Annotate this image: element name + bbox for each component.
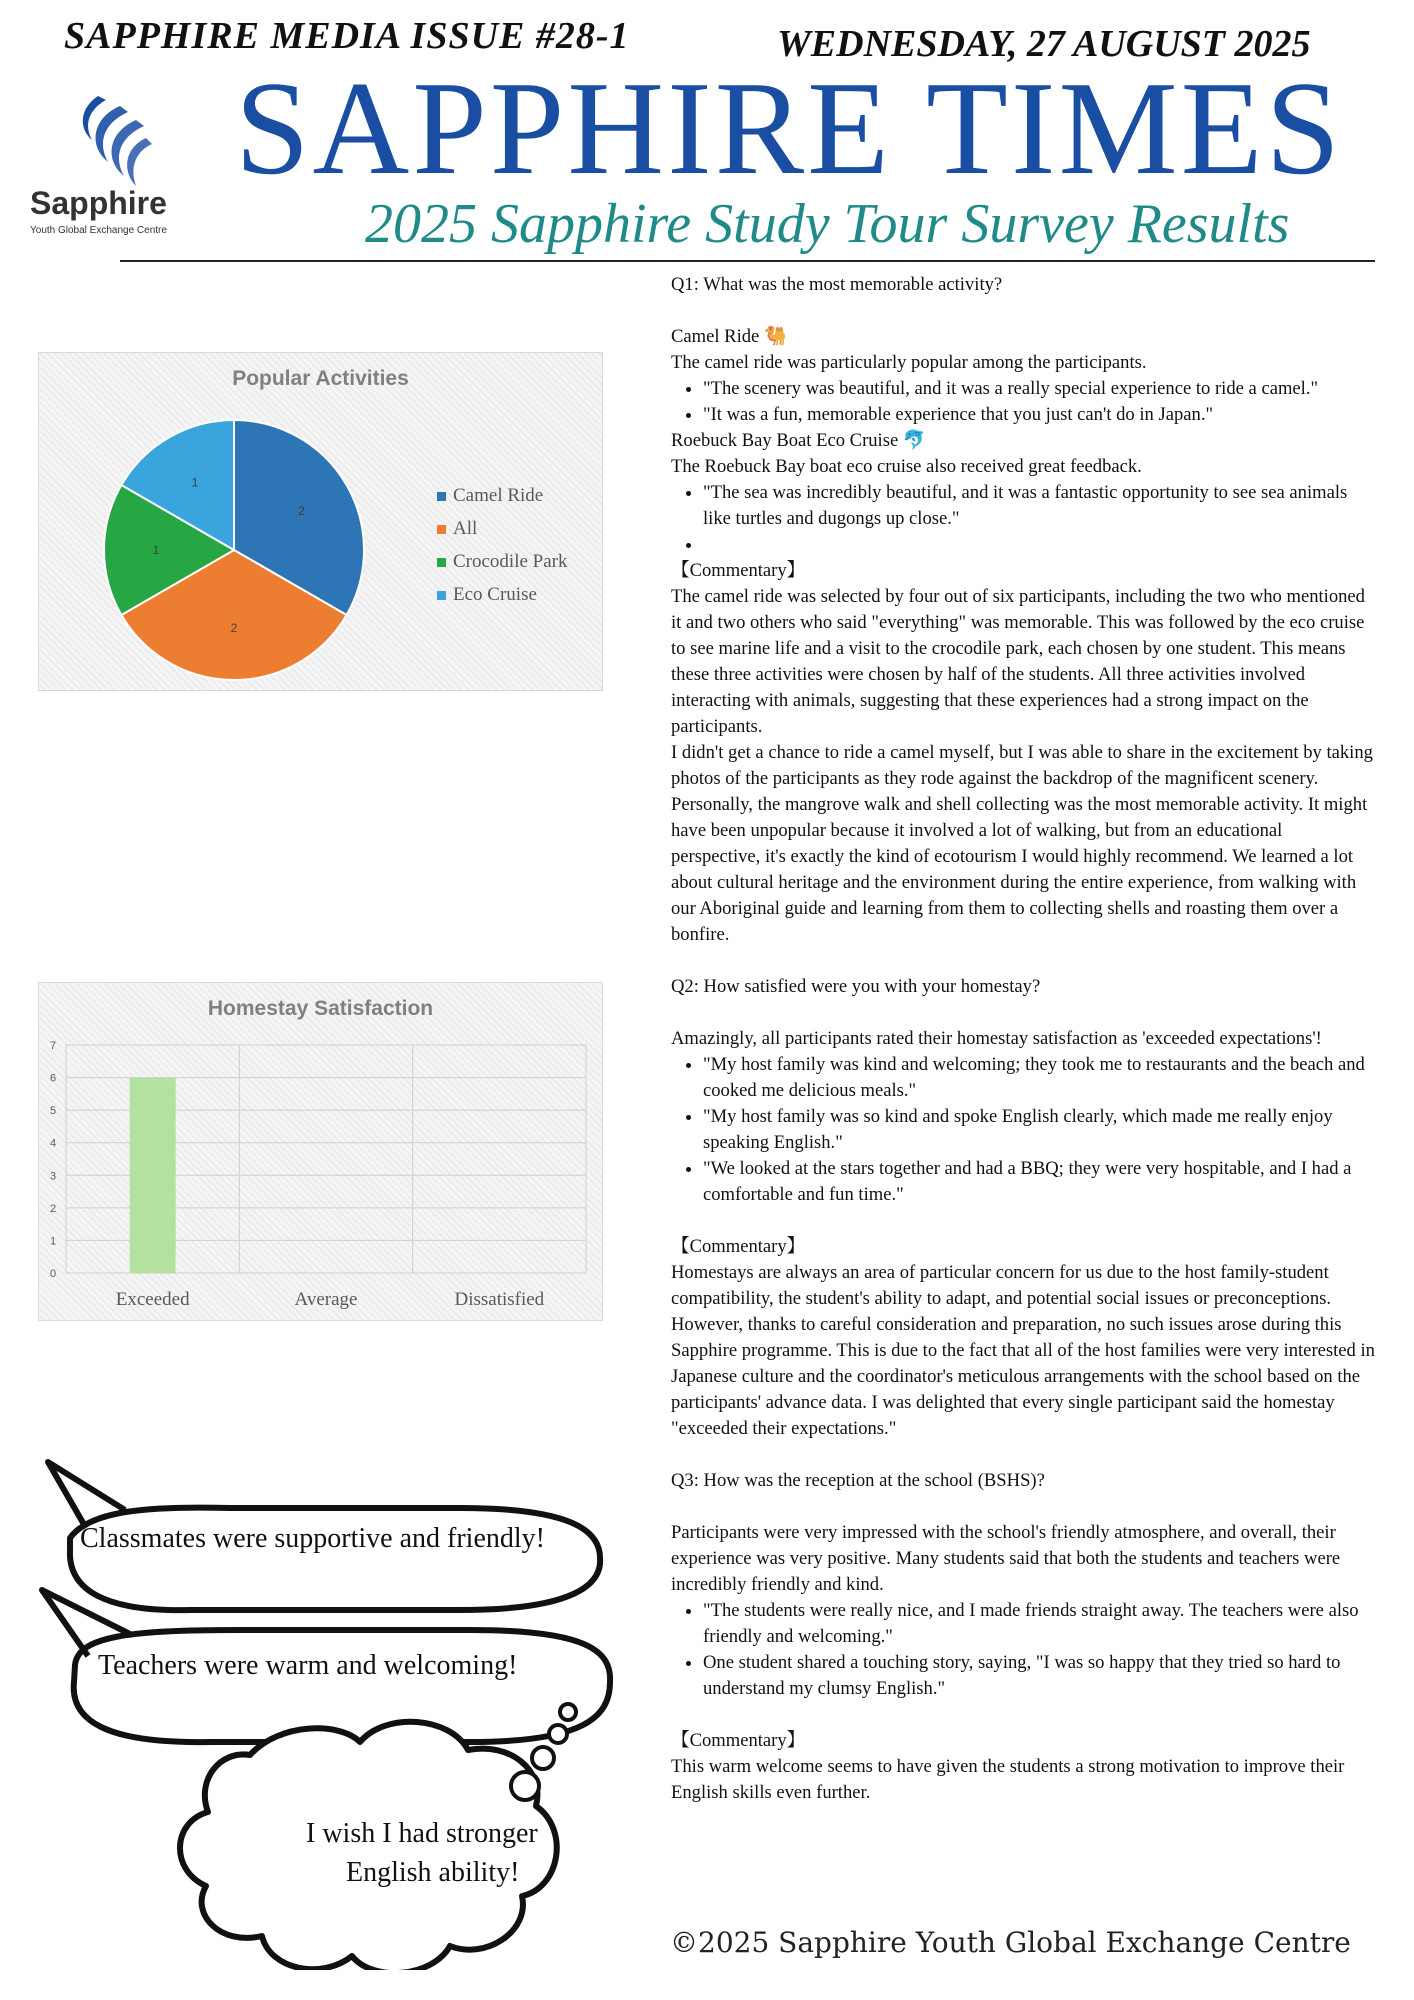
q1-cruise-heading: Roebuck Bay Boat Eco Cruise 🐬: [671, 430, 927, 451]
q3-commentary: This warm welcome seems to have given the students a strong motivation to improve their English skills even further.: [671, 1756, 1345, 1803]
speech-bubble-1-text: Classmates were supportive and friendly!: [80, 1523, 545, 1554]
quote-item: • "It was a fun, memorable experience that you just can't do in Japan.": [703, 402, 1375, 428]
legend-label: Eco Cruise: [453, 584, 537, 605]
q1-commentary-1: The camel ride was selected by four out of six participants, including the two who mentioned it and two others who said "everything" was memorable. This was followed by the eco cruise to see marine life and a visit to the crocodile park, each chosen by one student. This means these three activities were chosen by half of the students. All three activities involved interacting with animals, suggesting that these experiences had a strong impact on the participants.: [671, 586, 1365, 737]
pie-data-label: 1: [191, 475, 199, 490]
popular-activities-chart: [38, 352, 603, 691]
y-tick-label: 7: [49, 1040, 57, 1052]
y-tick-label: 3: [49, 1170, 57, 1183]
q3-intro: Participants were very impressed with the school's friendly atmosphere, and overall, their experience was very positive. Many students said that both the students and teachers were incredibly friendly and kind.: [671, 1522, 1341, 1595]
legend-swatch: [437, 591, 446, 600]
x-tick-label: Dissatisfied: [454, 1289, 545, 1310]
legend-swatch: [437, 492, 446, 501]
homestay-satisfaction-chart: [38, 982, 603, 1321]
legend-item-all: [437, 512, 568, 545]
pie-data-label: 2: [230, 621, 238, 635]
q2-commentary: Homestays are always an area of particular concern for us due to the host family-student compatibility, the student's ability to adapt, and potential social issues or preconceptions. However, thanks to careful consideration and preparation, no such issues arose during this Sapphire programme. This is due to the fact that all of the host families were very interested in Japanese culture and the coordinator's meticulous arrangements with the school based on the participants' advance data. I was delighted that every single participant said the homestay "exceeded their expectations.": [671, 1262, 1375, 1439]
issue-date: WEDNESDAY, 27 AUGUST 2025: [777, 23, 1311, 65]
thought-dot: [511, 1772, 539, 1800]
q1-camel-quotes: [671, 376, 1375, 428]
quote-item: • "My host family was so kind and spoke English clearly, which made me really enjoy speaking English.": [703, 1104, 1375, 1156]
copyright-footer: ©2025 Sapphire Youth Global Exchange Centre: [670, 1926, 1351, 1959]
spacer: [671, 1208, 1375, 1234]
spacer: [671, 1494, 1375, 1520]
spacer: [671, 1442, 1375, 1468]
logo-tagline: Youth Global Exchange Centre: [30, 225, 167, 236]
thought-bubble-line-1: I wish I had stronger: [306, 1818, 538, 1849]
masthead-title: SAPPHIRE TIMES: [235, 54, 1344, 202]
q2-intro: Amazingly, all participants rated their homestay satisfaction as 'exceeded expectations'!: [671, 1028, 1322, 1049]
q1-camel-heading: Camel Ride 🐫: [671, 326, 788, 347]
y-tick-label: 0: [49, 1268, 57, 1280]
issue-number: SAPPHIRE MEDIA ISSUE #28-1: [64, 15, 630, 57]
header-divider: [120, 260, 1375, 262]
legend-item-camel-ride: [437, 479, 568, 512]
q2-commentary-label: 【Commentary】: [671, 1236, 806, 1257]
q3-question: Q3: How was the reception at the school (BSHS)?: [671, 1470, 1045, 1491]
bar-exceeded: [130, 1078, 176, 1273]
pie-chart-title: Popular Activities: [232, 367, 409, 390]
quote-item: • "The sea was incredibly beautiful, and it was a fantastic opportunity to see sea animals like turtles and dugongs up close.": [703, 480, 1375, 532]
q2-question: Q2: How satisfied were you with your homestay?: [671, 976, 1041, 997]
empty-bullet: [703, 532, 1375, 558]
q1-cruise-intro: The Roebuck Bay boat eco cruise also received great feedback.: [671, 456, 1142, 477]
spacer: [671, 1702, 1375, 1728]
legend-item-crocodile-park: [437, 545, 568, 578]
thought-dot: [549, 1725, 567, 1743]
q1-cruise-quotes: [671, 480, 1375, 558]
pie-data-label: 1: [152, 543, 160, 557]
spacer: [671, 948, 1375, 974]
x-tick-label: Average: [294, 1289, 358, 1310]
legend-swatch: [437, 558, 446, 567]
q1-question: Q1: What was the most memorable activity?: [671, 274, 1003, 295]
quote-item: • One student shared a touching story, saying, "I was so happy that they tried so hard to understand my clumsy English.": [703, 1650, 1375, 1702]
x-tick-label: Exceeded: [115, 1289, 190, 1310]
y-tick-label: 2: [49, 1202, 57, 1215]
y-tick-label: 5: [49, 1105, 57, 1118]
thought-bubble-line-2: English ability!: [346, 1857, 520, 1888]
q3-commentary-label: 【Commentary】: [671, 1730, 806, 1751]
quote-item: • "The students were really nice, and I made friends straight away. The teachers were also friendly and welcoming.": [703, 1598, 1375, 1650]
thought-dot: [532, 1747, 554, 1769]
legend-label: Crocodile Park: [453, 551, 568, 572]
article-body: [671, 272, 1375, 1806]
legend-label: Camel Ride: [453, 485, 544, 506]
q2-quotes: [671, 1052, 1375, 1208]
pie-data-label: 2: [298, 504, 305, 518]
q3-quotes: [671, 1598, 1375, 1702]
bar-chart-title: Homestay Satisfaction: [207, 997, 434, 1020]
y-tick-label: 4: [49, 1137, 57, 1150]
page-subtitle: 2025 Sapphire Study Tour Survey Results: [365, 193, 1290, 255]
q1-commentary-2: I didn't get a chance to ride a camel myself, but I was able to share in the excitement by taking photos of the participants as they rode against the backdrop of the magnificent scenery. Personally, the mangrove walk and shell collecting was the most memorable activity. It might have been unpopular because it involved a lot of walking, but from an educational perspective, it's exactly the kind of ecotourism I would highly recommend. We learned a lot about cultural heritage and the environment during the entire experience, from walking with our Aboriginal guide and learning from them to collecting shells and roasting them over a bonfire.: [671, 742, 1373, 945]
legend-label: All: [453, 518, 478, 539]
bar-chart-plot: [39, 983, 602, 1320]
legend-swatch: [437, 525, 446, 534]
quote-item: • "My host family was kind and welcoming; they took me to restaurants and the beach and cooked me delicious meals.": [703, 1052, 1375, 1104]
logo-wordmark: Sapphire: [30, 185, 167, 221]
pie-chart-legend: [437, 479, 568, 611]
speech-bubble-2-text: Teachers were warm and welcoming!: [98, 1650, 518, 1681]
y-tick-label: 6: [49, 1072, 57, 1085]
legend-item-eco-cruise: [437, 578, 568, 611]
q1-commentary-label: 【Commentary】: [671, 560, 806, 581]
thought-dot: [560, 1704, 576, 1720]
quote-item: • "The scenery was beautiful, and it was a really special experience to ride a camel.": [703, 376, 1375, 402]
spacer: [671, 1000, 1375, 1026]
q1-camel-intro: The camel ride was particularly popular among the participants.: [671, 352, 1147, 373]
y-tick-label: 1: [49, 1235, 57, 1248]
spacer: [671, 298, 1375, 324]
quote-item: • "We looked at the stars together and had a BBQ; they were very hospitable, and I had a comfortable and fun time.": [703, 1156, 1375, 1208]
